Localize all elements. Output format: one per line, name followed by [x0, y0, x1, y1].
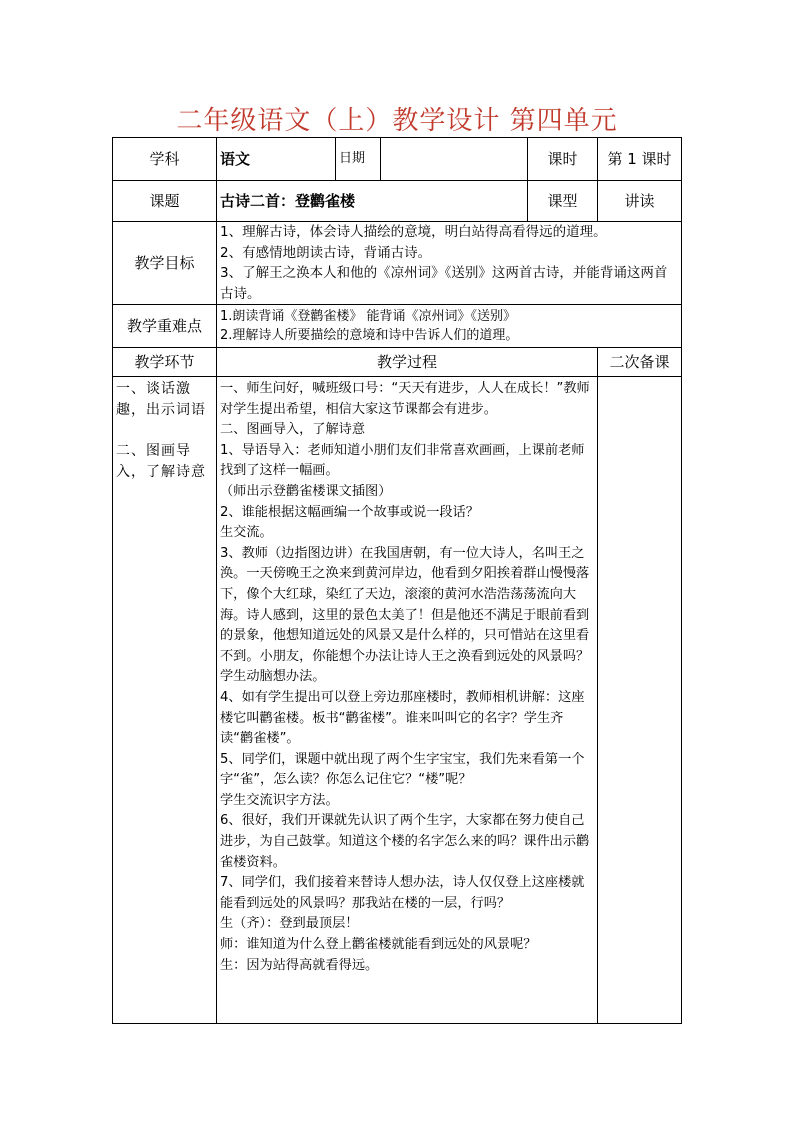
- process-paragraph: 1、导语导入：老师知道小朋们友们非常喜欢画画，上课前老师找到了这样一幅画。: [220, 442, 585, 479]
- stage-item: 二、图画导入，了解诗意: [116, 443, 206, 480]
- process-paragraph: 6、很好，我们开课就先认识了两个生字，大家都在努力使自己进步，为自己鼓掌。知道这个楼的名字怎么来的吗？课件出示鹳雀楼资料。: [220, 813, 590, 870]
- process-paragraph: （师出示登鹳雀楼课文插图）: [220, 483, 392, 499]
- process-paragraph: 3、教师（边指图边讲）在我国唐朝，有一位大诗人，名叫王之涣。一天傍晚王之涣来到黄河岸边，他看到夕阳挨着群山慢慢落下，像个大红球，染红了天边，滚滚的黄河水浩浩荡荡流向大海。诗人感到，这里的景色太美了！但是他还不满足于眼前看到的景象，他想知道远处的风景又是什么样的，只可惜站在这里看不到。小朋友，你能想个办法让诗人王之涣看到远处的风景吗？: [220, 545, 590, 664]
- process-paragraph: 7、同学们，我们接着来替诗人想办法，诗人仅仅登上这座楼就能看到远处的风景吗？那我站在楼的一层，行吗？: [220, 875, 585, 911]
- stage-item: 一、谈话激趣，出示词语: [116, 381, 206, 418]
- process-paragraph: 生（齐）：登到最顶层！: [220, 916, 359, 932]
- header-row-subject: [113, 138, 682, 181]
- key-points-row: [113, 305, 682, 348]
- process-paragraph: 4、如有学生提出可以登上旁边那座楼时，教师相机讲解：这座楼它叫鹳雀楼。板书“鹳雀楼”。谁来叫叫它的名字？学生齐读“鹳雀楼”。: [220, 689, 585, 747]
- key-points-content: [217, 305, 682, 348]
- goal-line: 3、了解王之涣本人和他的《凉州词》《送别》这两首古诗，并能背诵这两首古诗。: [220, 265, 668, 302]
- period-label: 课时: [528, 138, 598, 181]
- goal-line: 2、有感情地朗读古诗，背诵古诗。: [220, 244, 432, 261]
- process-cell: [217, 377, 598, 1024]
- process-paragraph: 5、同学们，课题中就出现了两个生字宝宝，我们先来看第一个字“雀”，怎么读？你怎么记住它？“楼”呢？: [220, 751, 585, 788]
- date-label: 日期: [336, 138, 381, 181]
- notes-column-header: 二次备课: [598, 348, 682, 377]
- topic-value: 古诗二首：登鹳雀楼: [217, 181, 528, 222]
- content-row: [113, 377, 682, 1024]
- process-paragraph: 学生动脑想办法。: [220, 669, 326, 685]
- subject-label: 学科: [113, 138, 217, 181]
- goal-line: 1、理解古诗，体会诗人描绘的意境，明白站得高看得远的道理。: [220, 224, 607, 240]
- process-paragraph: 学生交流识字方法。: [220, 792, 339, 808]
- header-row-topic: [113, 181, 682, 222]
- date-value: [381, 138, 528, 181]
- process-paragraph: 一、师生问好，喊班级口号：“天天有进步，人人在成长！”教师对学生提出希望，相信大家这节课都会有进步。: [220, 381, 590, 417]
- process-column-header: 教学过程: [217, 348, 598, 377]
- document-title: 二年级语文（上）教学设计 第四单元: [176, 106, 618, 136]
- type-value: 讲读: [598, 181, 682, 222]
- process-paragraph: 2、谁能根据这幅画编一个故事或说一段话？: [220, 504, 479, 520]
- goals-row: [113, 222, 682, 305]
- lesson-plan-table: [112, 137, 682, 1024]
- notes-cell: [598, 377, 682, 1024]
- stage-column-header: 教学环节: [113, 348, 217, 377]
- topic-label: 课题: [113, 181, 217, 222]
- key-point-line: 2.理解诗人所要描绘的意境和诗中告诉人们的道理。: [220, 328, 519, 343]
- key-points-label: 教学重难点: [113, 305, 217, 348]
- goals-label: 教学目标: [113, 222, 217, 305]
- process-paragraph: 师：谁知道为什么登上鹳雀楼就能看到远处的风景呢？: [220, 937, 537, 953]
- process-paragraph: 二、图画导入，了解诗意: [220, 422, 366, 438]
- type-label: 课型: [528, 181, 598, 222]
- process-paragraph: 生交流。: [220, 525, 273, 541]
- stage-cell: [113, 377, 217, 1024]
- period-value: 第 1 课时: [598, 138, 682, 181]
- column-header-row: [113, 348, 682, 377]
- key-point-line: 1.朗读背诵《登鹳雀楼》 能背诵《凉州词》《送别》: [220, 309, 517, 324]
- subject-value: 语文: [217, 138, 336, 181]
- goals-content: [217, 222, 682, 305]
- process-paragraph: 生：因为站得高就看得远。: [220, 957, 379, 973]
